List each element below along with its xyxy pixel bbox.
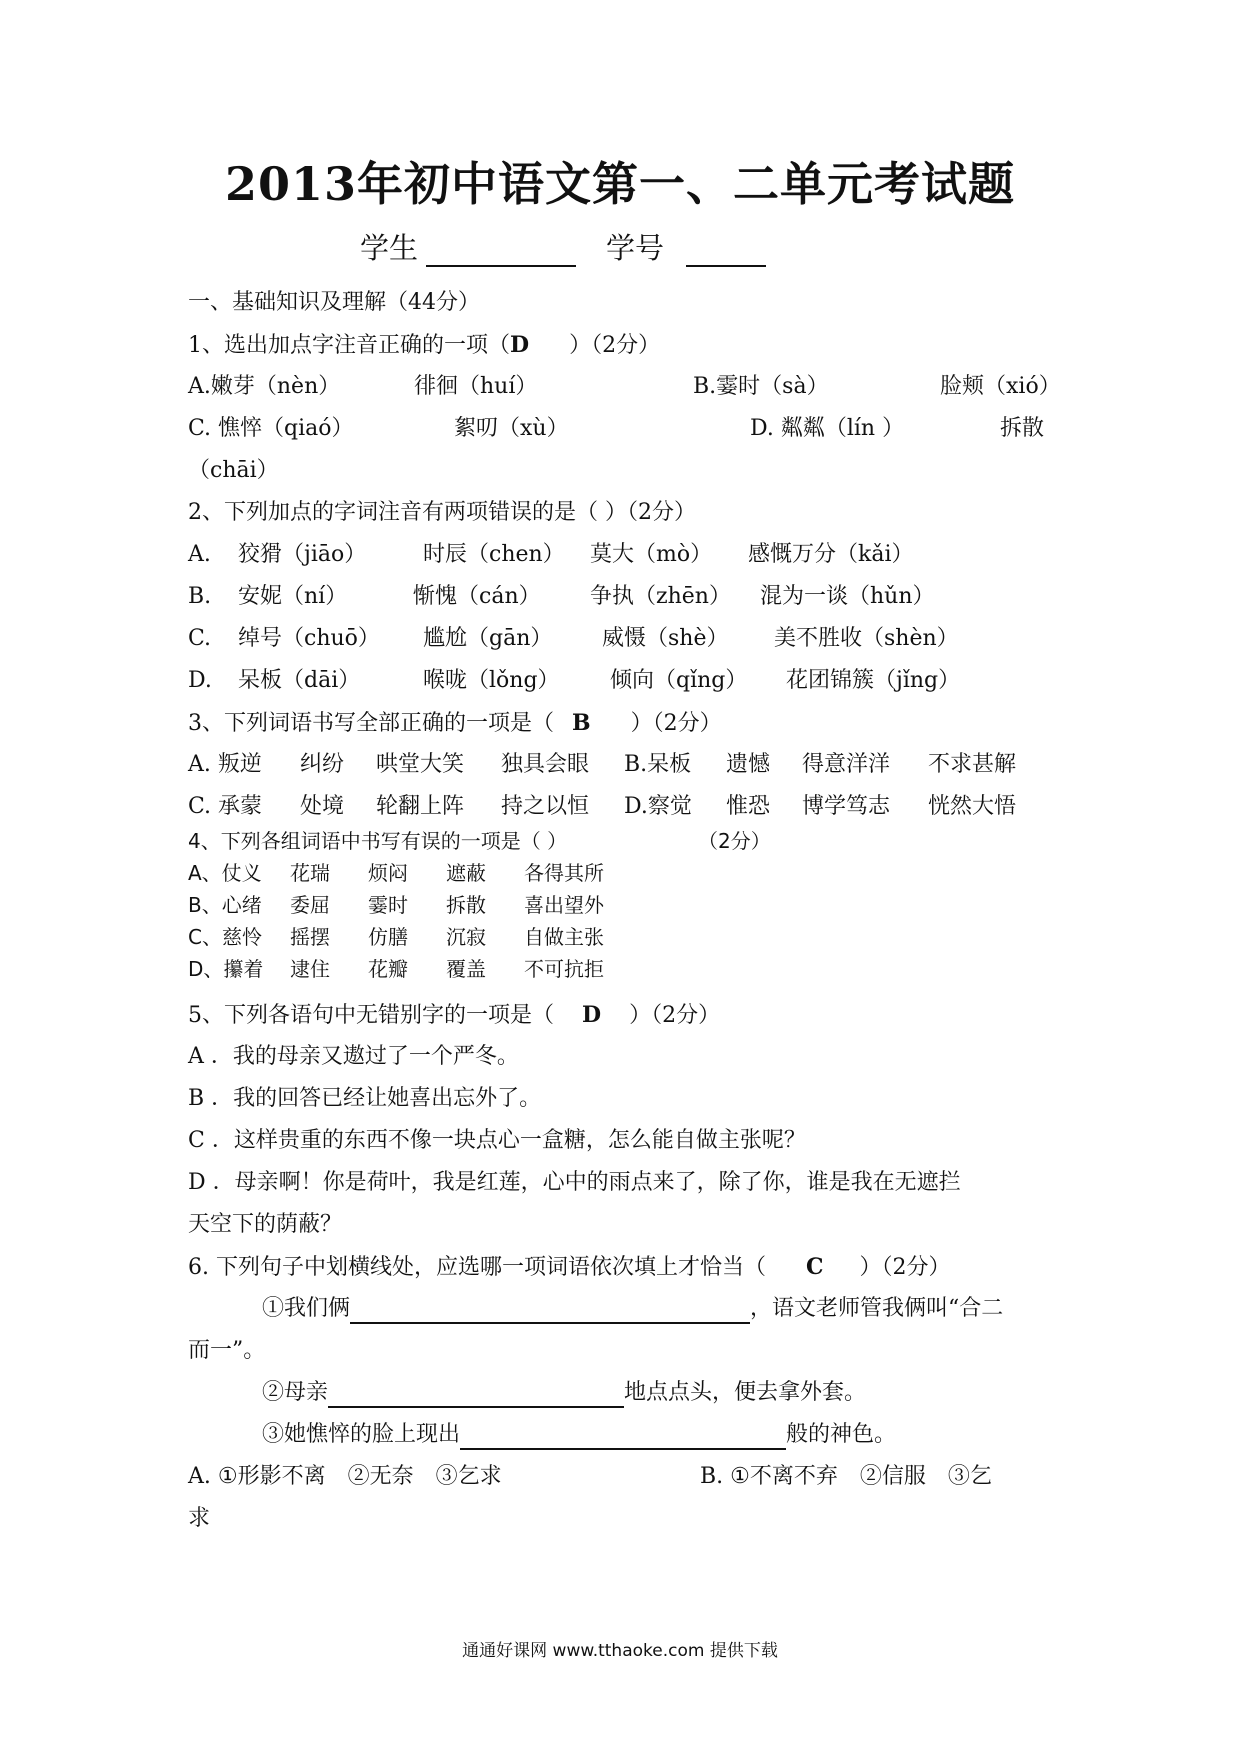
exam-page: 2013年初中语文第一、二单元考试题 学生 学号 一、基础知识及理解（44分） 1、选出加点字注音正确的一项（D ）（2分） A.嫩芽（nèn） 徘徊（huí） B.霎时（sà） 脸颊（xió） C. 憔悴（qiaó） 絮叨（xù） D. 粼粼（lín ） 拆散 （chāi） 2、下列加点的字词注音有两项错误的是（ ）（2分） A. 狡猾（jiāo） 时辰（chen） 莫大（mò） 感慨万分（kǎi） B. 安妮（ní） 惭愧（cán） 争执（zhēn） 混为一谈（hǔn） C. 绰号（chuō） 尴尬（gān） 威慑（shè） 美不胜收（shèn） D. 呆板（dāi） 喉咙（lǒng） 倾向（qǐng） 花团锦簇（jǐng） 3、下列词语书写全部正确的一项是（ B ）（2分） A. 叛逆 纠纷 哄堂大笑 独具会眼 B.呆板 遗憾 得意洋洋 不求甚解 C. 承蒙 处境 轮翻上阵 持之以恒 D.察觉 惟恐 博学笃志 恍然大悟 4、下列各组词语中书写有误的一项是（ ） （2分） A、仗义 花瑞 烦闷 遮蔽 各得其所 B、心绪 委屈 霎时 拆散 喜出望外 C、慈怜 摇摆 仿膳 沉寂 自做主张 D、攥着 逮住 花瓣 覆盖 不可抗拒 5、下列各语句中无错别字的一项是（ D ）（2分） A ．我的母亲又遨过了一个严冬。 B ．我的回答已经让她喜出忘外了。 C ．这样贵重的东西不像一块点心一盒糖，怎么能自做主张呢？ D ．母亲啊！你是荷叶，我是红莲，心中的雨点来了，除了你，谁是我在无遮拦 天空下的荫蔽？ 6. 下列句子中划横线处，应选哪一项词语依次填上才恰当（ C ）（2分） ①我们俩 ，语文老师管我俩叫“合二 而一”。 ②母亲 地点点头，便去拿外套。 ③她憔悴的脸上现出 般的神色。 A. ①形影不离 ②无奈 ③乞求 B. ①不离不弃 ②信服 ③乞 求 通通好课网 www.tthaoke.com 提供下载 (0, 0, 1240, 1754)
question-6-sentence-1-cont: 而一”。 (188, 1338, 266, 1363)
question-5-option-d-cont: 天空下的荫蔽？ (188, 1212, 343, 1237)
q1-option: 脸颊（xió） (940, 374, 1061, 399)
question-5-answer: D (582, 1002, 602, 1028)
question-5-stem: 5、下列各语句中无错别字的一项是（ D ）（2分） (188, 1002, 721, 1028)
q1-option: 徘徊（huí） (414, 374, 538, 399)
q1-option: A.嫩芽（nèn） (188, 374, 341, 399)
question-1-answer: D (510, 332, 530, 358)
student-label: 学生 (360, 231, 419, 265)
question-1-options-line3: （chāi） (188, 458, 279, 483)
student-info-line (360, 226, 766, 267)
question-6-sentence-2: ②母亲 地点点头，便去拿外套。 (262, 1378, 1060, 1408)
question-3-stem: 3、下列词语书写全部正确的一项是（ B ）（2分） (188, 710, 722, 736)
question-5-option-d: D ．母亲啊！你是荷叶，我是红莲，心中的雨点来了，除了你，谁是我在无遮拦 (188, 1170, 961, 1195)
question-6-sentence-1: ①我们俩 ，语文老师管我俩叫“合二 (262, 1294, 1060, 1324)
question-5-option-a: A ．我的母亲又遨过了一个严冬。 (188, 1044, 519, 1069)
q1-option: 絮叨（xù） (454, 416, 569, 441)
q6-option-b: B. ①不离不弃 ②信服 ③乞 (700, 1464, 992, 1489)
question-5-option-c: C ．这样贵重的东西不像一块点心一盒糖，怎么能自做主张呢？ (188, 1128, 806, 1153)
question-5-option-b: B ．我的回答已经让她喜出忘外了。 (188, 1086, 542, 1111)
student-number-label: 学号 (606, 231, 665, 265)
fill-blank-2[interactable] (328, 1382, 624, 1408)
q1-option: D. 粼粼（lín ） (750, 416, 905, 441)
q6-option-a: A. ①形影不离 ②无奈 ③乞求 (188, 1464, 502, 1489)
fill-blank-1[interactable] (350, 1298, 750, 1324)
question-1-stem: 1、选出加点字注音正确的一项（D ）（2分） (188, 332, 661, 358)
student-number-blank[interactable] (686, 237, 766, 267)
question-2-stem: 2、下列加点的字词注音有两项错误的是（ ）（2分） (188, 500, 696, 525)
student-name-blank[interactable] (426, 237, 576, 267)
page-title: 2013年初中语文第一、二单元考试题 (224, 157, 1016, 211)
section-heading: 一、基础知识及理解（44分） (188, 290, 480, 315)
question-6-sentence-3: ③她憔悴的脸上现出 般的神色。 (262, 1420, 1060, 1450)
q1-option: C. 憔悴（qiaó） (188, 416, 354, 441)
question-6-options-cont: 求 (188, 1506, 211, 1531)
question-4-stem: 4、下列各组词语中书写有误的一项是（ ） （2分） (188, 829, 771, 853)
page-footer: 通通好课网 www.tthaoke.com 提供下载 (462, 1641, 778, 1661)
question-6-answer: C (806, 1254, 824, 1280)
q1-option: 拆散 (1000, 416, 1045, 441)
fill-blank-3[interactable] (460, 1424, 786, 1450)
q1-option: B.霎时（sà） (693, 374, 829, 399)
question-3-answer: B (572, 710, 591, 736)
question-6-stem: 6. 下列句子中划横线处，应选哪一项词语依次填上才恰当（ C ）（2分） (188, 1254, 951, 1280)
